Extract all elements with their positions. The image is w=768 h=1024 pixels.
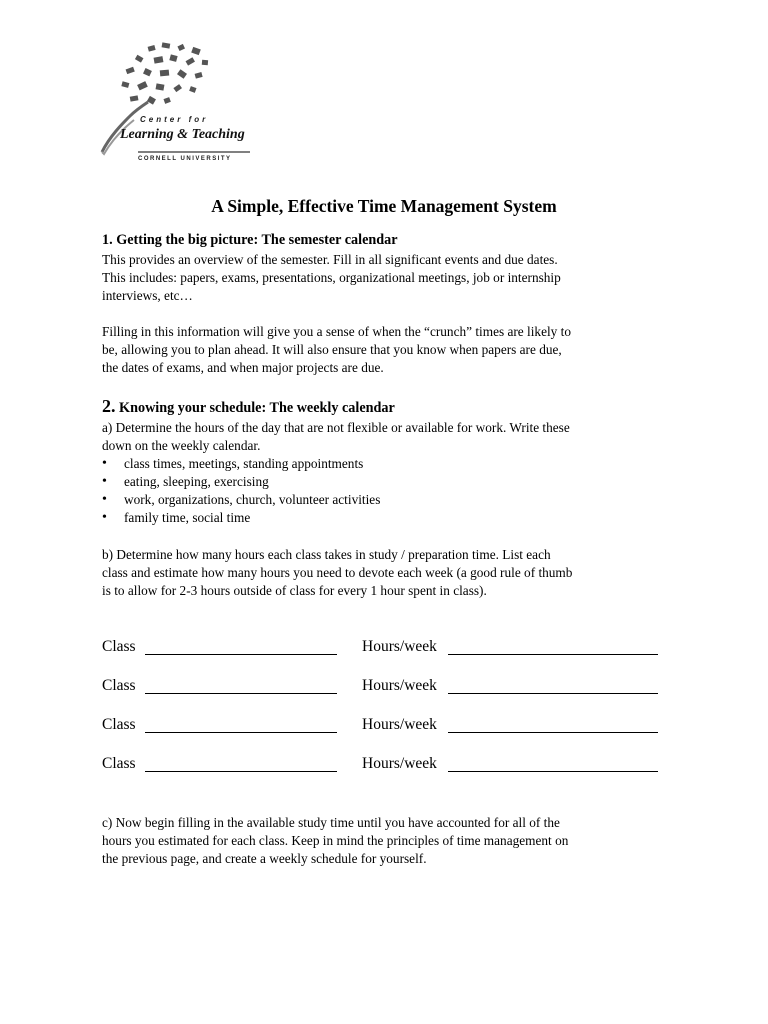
logo-text-line1: Center for — [140, 115, 209, 124]
hours-label: Hours/week — [362, 677, 437, 694]
section1-para1-line1: This provides an overview of the semester. Fill in all significant events and due dates. — [102, 252, 558, 267]
section2-bullet-list — [102, 455, 380, 527]
class-hours-row — [102, 755, 702, 777]
list-item: • eating, sleeping, exercising — [102, 473, 380, 491]
center-logo — [100, 40, 260, 170]
class-label: Class — [102, 677, 136, 694]
section1-para2-line2: be, allowing you to plan ahead. It will also ensure that you know when papers are due, — [102, 342, 562, 357]
section2-b-line2: class and estimate how many hours you need to devote each week (a good rule of thumb — [102, 565, 573, 580]
list-item: • work, organizations, church, volunteer activities — [102, 491, 380, 509]
section2-b-line1: b) Determine how many hours each class takes in study / preparation time. List each — [102, 547, 551, 562]
class-hours-row — [102, 716, 702, 738]
section2-b-line3: is to allow for 2-3 hours outside of class for every 1 hour spent in class). — [102, 583, 487, 598]
section2-heading-text: Knowing your schedule: The weekly calendar — [119, 400, 395, 416]
class-label: Class — [102, 716, 136, 733]
hours-label: Hours/week — [362, 638, 437, 655]
section2-a-line2: down on the weekly calendar. — [102, 438, 261, 453]
class-blank-line[interactable] — [145, 654, 337, 655]
section2-c-line3: the previous page, and create a weekly schedule for yourself. — [102, 851, 427, 866]
section2-number: 2. — [102, 396, 116, 416]
logo-tree-icon — [100, 40, 260, 170]
hours-blank-line[interactable] — [448, 654, 658, 655]
logo-text-line3: CORNELL UNIVERSITY — [138, 156, 232, 162]
section2-c-line1: c) Now begin filling in the available study time until you have accounted for all of the — [102, 815, 560, 830]
logo-text-line2: Learning & Teaching — [120, 127, 245, 142]
section1-para1-line2: This includes: papers, exams, presentations, organizational meetings, job or internship — [102, 270, 561, 285]
section1-para2-line3: the dates of exams, and when major projects are due. — [102, 360, 384, 375]
list-item: • class times, meetings, standing appointments — [102, 455, 380, 473]
section2-a-line1: a) Determine the hours of the day that are not flexible or available for work. Write these — [102, 420, 570, 435]
document-title: A Simple, Effective Time Management System — [211, 196, 557, 216]
list-item: • family time, social time — [102, 509, 380, 527]
class-blank-line[interactable] — [145, 771, 337, 772]
section1-para2-line1: Filling in this information will give you a sense of when the “crunch” times are likely to — [102, 324, 571, 339]
section2-c-line2: hours you estimated for each class. Keep in mind the principles of time management on — [102, 833, 569, 848]
hours-blank-line[interactable] — [448, 732, 658, 733]
hours-blank-line[interactable] — [448, 771, 658, 772]
section1-para1-line3: interviews, etc… — [102, 288, 193, 303]
section1-heading: 1. Getting the big picture: The semester calendar — [102, 232, 398, 248]
class-blank-line[interactable] — [145, 693, 337, 694]
hours-label: Hours/week — [362, 716, 437, 733]
class-hours-row — [102, 638, 702, 660]
hours-blank-line[interactable] — [448, 693, 658, 694]
class-label: Class — [102, 755, 136, 772]
class-hours-row — [102, 677, 702, 699]
hours-label: Hours/week — [362, 755, 437, 772]
class-label: Class — [102, 638, 136, 655]
class-blank-line[interactable] — [145, 732, 337, 733]
section2-heading — [102, 396, 395, 417]
